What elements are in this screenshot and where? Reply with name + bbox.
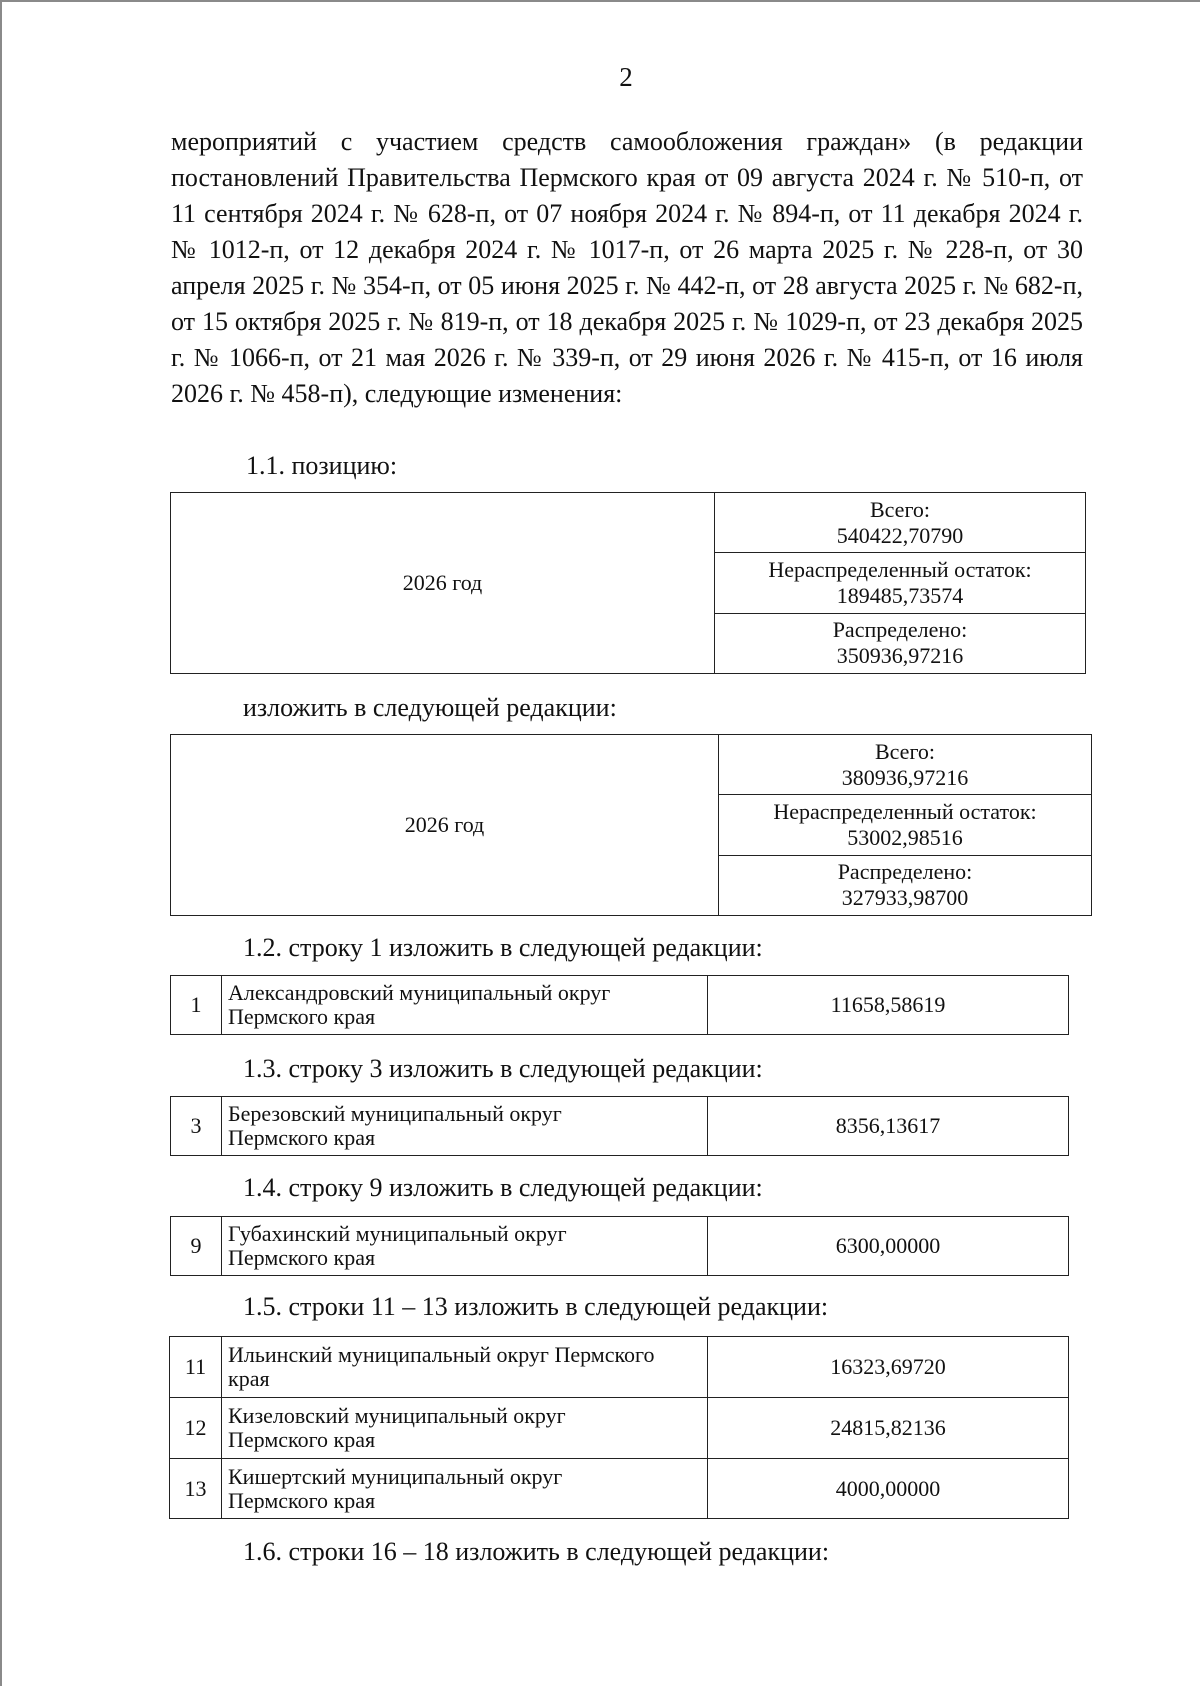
- new-remainder-cell: Нераспределенный остаток: 53002,98516: [719, 795, 1092, 855]
- row-1-table: [170, 975, 1069, 1035]
- page-number: 2: [619, 62, 633, 92]
- municipality-name: Губахинский муниципальный округ Пермского края: [222, 1217, 708, 1276]
- municipality-name: Березовский муниципальный округ Пермского края: [222, 1097, 708, 1156]
- item-1-4-heading: 1.4. строку 9 изложить в следующей редакции:: [243, 1173, 763, 1202]
- row-number: 3: [171, 1097, 222, 1156]
- restate-text: изложить в следующей редакции:: [243, 693, 617, 722]
- municipality-name: Ильинский муниципальный округ Пермского края: [222, 1337, 708, 1398]
- old-remainder-cell: Нераспределенный остаток: 189485,73574: [715, 553, 1086, 613]
- old-year-cell: 2026 год: [171, 493, 715, 674]
- page-edge-top: [0, 0, 1200, 2]
- new-distributed-cell: Распределено: 327933,98700: [719, 855, 1092, 915]
- row-number: 13: [170, 1459, 222, 1519]
- row-number: 11: [170, 1337, 222, 1398]
- new-total-cell: Всего: 380936,97216: [719, 735, 1092, 795]
- item-1-6-heading: 1.6. строки 16 – 18 изложить в следующей редакции:: [243, 1537, 830, 1566]
- new-year-cell: 2026 год: [171, 735, 719, 916]
- old-distributed-cell: Распределено: 350936,97216: [715, 613, 1086, 673]
- row-number: 9: [171, 1217, 222, 1276]
- amount-value: 11658,58619: [708, 976, 1069, 1035]
- municipality-name: Кишертский муниципальный округ Пермского края: [222, 1459, 708, 1519]
- row-3-table: [170, 1096, 1069, 1156]
- amount-value: 6300,00000: [708, 1217, 1069, 1276]
- amount-value: 4000,00000: [708, 1459, 1069, 1519]
- municipality-name: Александровский муниципальный округ Пермского края: [222, 976, 708, 1035]
- old-total-cell: Всего: 540422,70790: [715, 493, 1086, 553]
- item-1-3-heading: 1.3. строку 3 изложить в следующей редакции:: [243, 1054, 763, 1083]
- rows-11-13-table: [169, 1336, 1069, 1519]
- item-1-2-heading: 1.2. строку 1 изложить в следующей редакции:: [243, 933, 763, 962]
- new-position-table: [170, 734, 1092, 916]
- old-position-table: [170, 492, 1086, 674]
- row-number: 12: [170, 1398, 222, 1459]
- intro-paragraph: мероприятий с участием средств самообложения граждан» (в редакции постановлений Правительства Пермского края от 09 августа 2024 г. № 510-п, от 11 сентября 2024 г. № 628-п, от 07 ноября 2024 г. № 894-п, от 11 декабря 2024 г. № 1012-п, от 12 декабря 2024 г. № 1017-п, от 26 марта 2025 г. № 228-п, от 30 апреля 2025 г. № 354-п, от 05 июня 2025 г. № 442-п, от 28 августа 2025 г. № 682-п, от 15 октября 2025 г. № 819-п, от 18 декабря 2025 г. № 1029-п, от 23 декабря 2025 г. № 1066-п, от 21 мая 2026 г. № 339-п, от 29 июня 2026 г. № 415-п, от 16 июля 2026 г. № 458-п), следующие изменения:: [171, 127, 1083, 408]
- amount-value: 24815,82136: [708, 1398, 1069, 1459]
- municipality-name: Кизеловский муниципальный округ Пермского края: [222, 1398, 708, 1459]
- row-9-table: [170, 1216, 1069, 1276]
- page-edge-left: [0, 0, 2, 1686]
- item-1-1-heading: 1.1. позицию:: [246, 451, 398, 480]
- amount-value: 8356,13617: [708, 1097, 1069, 1156]
- item-1-5-heading: 1.5. строки 11 – 13 изложить в следующей редакции:: [243, 1292, 829, 1321]
- row-number: 1: [171, 976, 222, 1035]
- amount-value: 16323,69720: [708, 1337, 1069, 1398]
